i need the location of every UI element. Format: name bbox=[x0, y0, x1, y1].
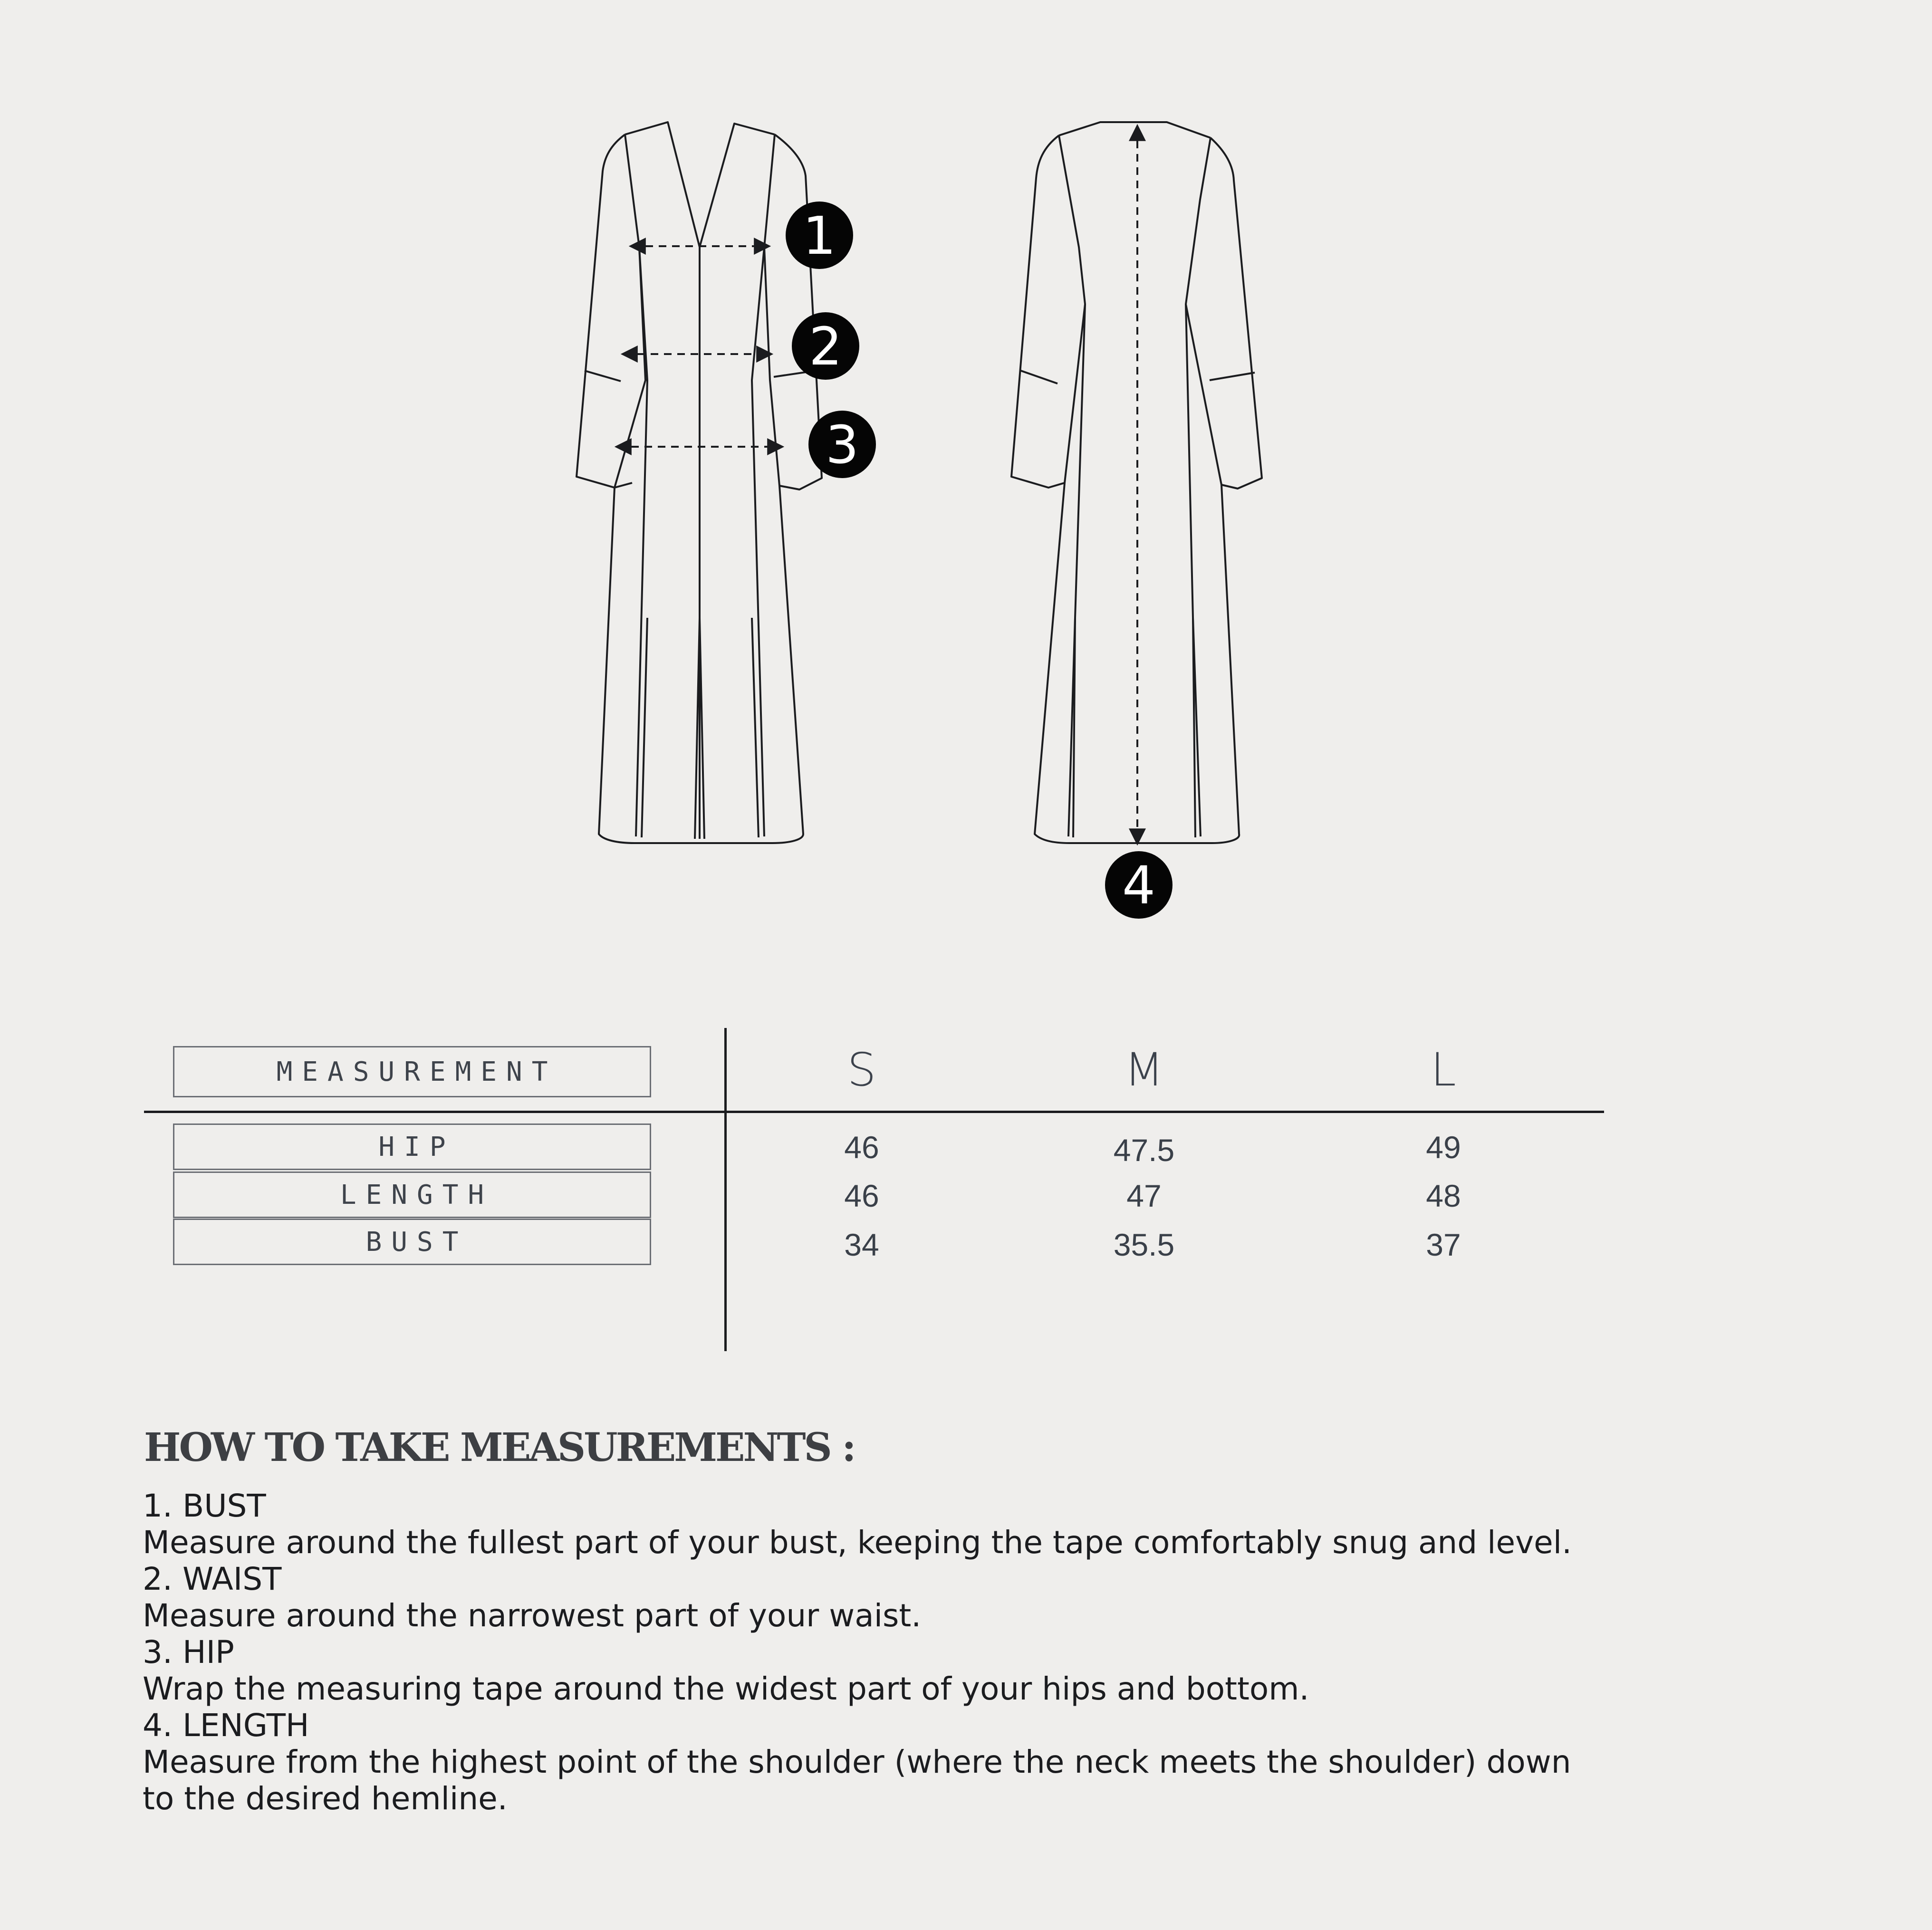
instruction-text-bust: Measure around the fullest part of your bust, keeping the tape comfortably snug and level. bbox=[143, 1524, 1572, 1561]
cell-bust-m: 35.5 bbox=[1113, 1227, 1175, 1262]
size-header-m: M bbox=[1124, 1043, 1164, 1096]
cell-hip-l: 49 bbox=[1426, 1130, 1461, 1165]
cell-length-s: 46 bbox=[844, 1178, 879, 1213]
cell-hip-m: 47.5 bbox=[1113, 1133, 1175, 1168]
row-label-hip: HIP bbox=[378, 1131, 455, 1162]
size-header-s: S bbox=[847, 1043, 876, 1096]
row-label-box-bust bbox=[173, 1219, 651, 1265]
instructions-list bbox=[143, 1488, 1759, 1817]
svg-text:3: 3 bbox=[826, 414, 859, 475]
measurement-header-label: MEASUREMENT bbox=[276, 1056, 557, 1087]
row-label-bust: BUST bbox=[365, 1226, 468, 1258]
measurement-header-box bbox=[173, 1046, 651, 1097]
svg-text:2: 2 bbox=[809, 316, 842, 377]
badge-3 bbox=[808, 411, 876, 478]
back-view-sketch bbox=[1011, 122, 1262, 843]
badge-4 bbox=[1105, 851, 1173, 919]
instruction-heading-bust: 1. BUST bbox=[143, 1488, 266, 1524]
cell-length-l: 48 bbox=[1426, 1178, 1461, 1213]
svg-text:4: 4 bbox=[1122, 855, 1155, 916]
size-header-l: L bbox=[1431, 1043, 1456, 1096]
instructions-title: HOW TO TAKE MEASUREMENTS : bbox=[144, 1425, 855, 1470]
badge-2 bbox=[792, 312, 859, 380]
instruction-text-length-line1: Measure from the highest point of the shoulder (where the neck meets the shoulder) down bbox=[143, 1744, 1571, 1780]
table-horizontal-divider bbox=[144, 1111, 1604, 1113]
cell-bust-s: 34 bbox=[844, 1227, 879, 1262]
instruction-heading-waist: 2. WAIST bbox=[143, 1561, 282, 1597]
row-label-box-hip bbox=[173, 1123, 651, 1170]
instruction-text-waist: Measure around the narrowest part of your waist. bbox=[143, 1597, 922, 1634]
instruction-heading-length: 4. LENGTH bbox=[143, 1707, 309, 1744]
cell-hip-s: 46 bbox=[844, 1130, 879, 1165]
badge-1 bbox=[786, 202, 853, 269]
row-label-box-length bbox=[173, 1171, 651, 1218]
cell-length-m: 47 bbox=[1126, 1178, 1162, 1213]
instruction-heading-hip: 3. HIP bbox=[143, 1634, 234, 1671]
table-vertical-divider bbox=[724, 1028, 727, 1351]
instruction-text-length-line2: to the desired hemline. bbox=[143, 1780, 508, 1817]
row-label-length: LENGTH bbox=[340, 1179, 494, 1210]
instruction-text-hip: Wrap the measuring tape around the widest part of your hips and bottom. bbox=[143, 1671, 1309, 1707]
front-view-sketch bbox=[577, 122, 822, 843]
cell-bust-l: 37 bbox=[1426, 1227, 1461, 1262]
svg-text:1: 1 bbox=[803, 205, 836, 266]
